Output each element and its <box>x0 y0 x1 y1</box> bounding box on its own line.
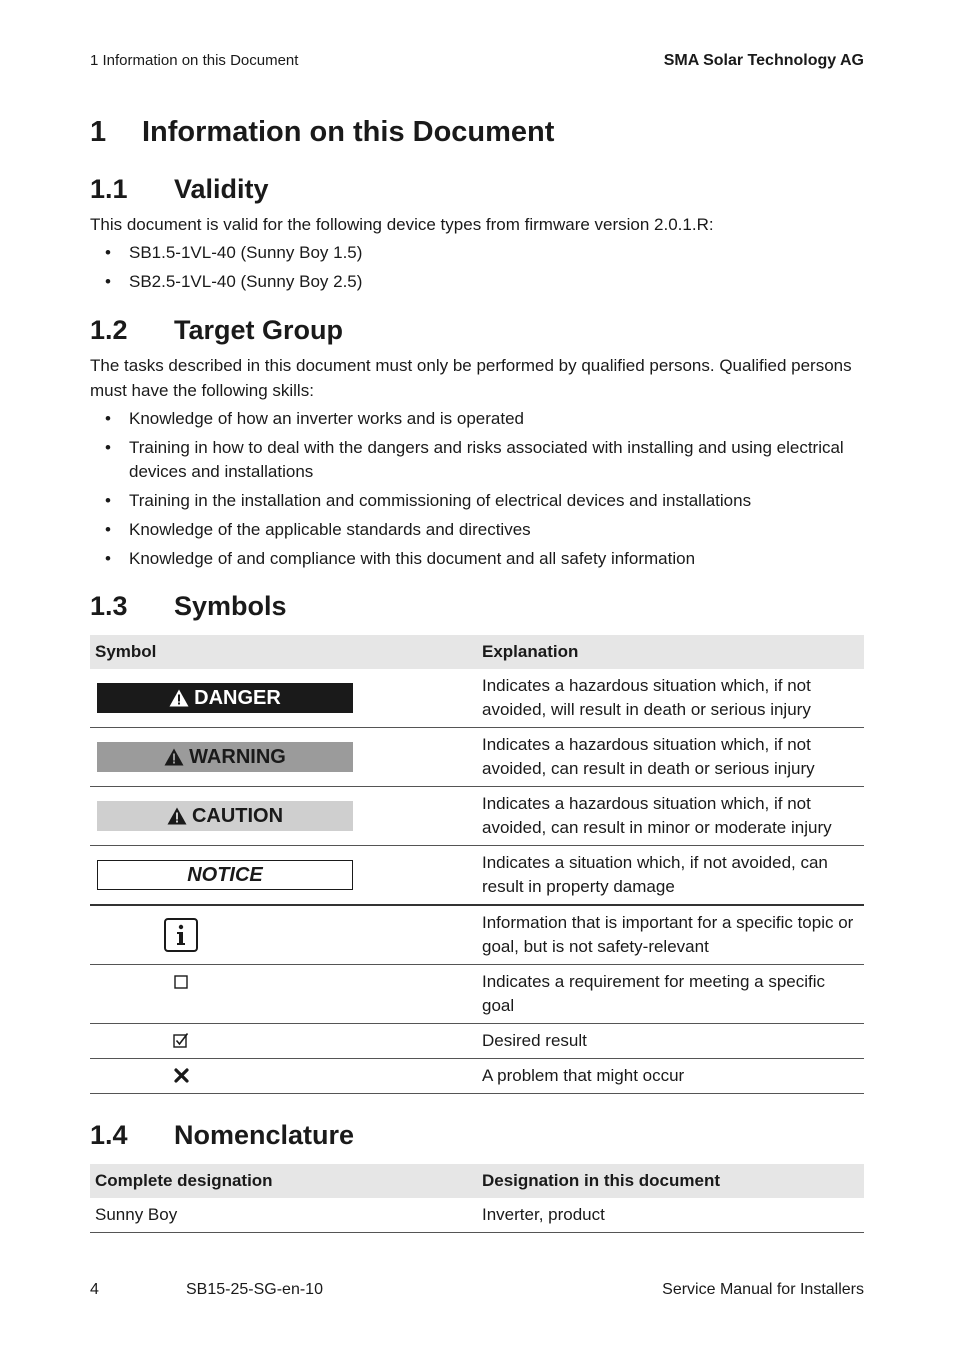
target-group-intro: The tasks described in this document must only be performed by qualified persons. Qualified persons must have the following skills: <box>90 356 852 400</box>
symbols-table <box>90 635 864 1094</box>
symbol-cell <box>90 846 477 906</box>
section-number: 1.1 <box>90 174 128 204</box>
section-number: 1.3 <box>90 591 128 621</box>
column-header-symbol: Symbol <box>90 635 477 669</box>
column-header-explanation: Explanation <box>477 635 864 669</box>
chapter-title: Information on this Document <box>142 116 555 148</box>
explanation-cell: Indicates a hazardous situation which, if not avoided, will result in death or serious injury <box>477 669 864 728</box>
list-item: • SB1.5-1VL-40 (Sunny Boy 1.5) <box>90 241 864 265</box>
table-row <box>90 1059 864 1094</box>
signal-word-label: WARNING <box>189 746 286 768</box>
explanation-cell: Indicates a requirement for meeting a specific goal <box>477 965 864 1024</box>
section-heading-nomenclature <box>90 1120 354 1151</box>
document-designation-cell: Inverter, product <box>477 1198 864 1233</box>
section-title: Symbols <box>174 591 287 621</box>
symbol-cell <box>90 669 477 728</box>
icon-wrapper <box>95 1068 267 1083</box>
chapter-number: 1 <box>90 116 107 148</box>
section-heading-symbols <box>90 591 287 622</box>
warning-triangle-icon <box>164 748 184 766</box>
info-icon <box>164 918 198 952</box>
symbol-cell <box>90 728 477 787</box>
cross-icon <box>174 1068 189 1083</box>
icon-wrapper <box>95 1032 267 1048</box>
table-row <box>90 905 864 965</box>
validity-intro: This document is valid for the following device types from firmware version 2.0.1.R: <box>90 215 714 234</box>
signal-word-label: CAUTION <box>191 805 284 827</box>
running-header-company: SMA Solar Technology AG <box>663 52 864 69</box>
list-item: • SB2.5-1VL-40 (Sunny Boy 2.5) <box>90 270 864 294</box>
warning-triangle-icon <box>167 807 187 825</box>
warning-triangle-icon <box>169 689 189 707</box>
section-title: Validity <box>174 174 269 204</box>
table-header-row <box>90 1164 864 1198</box>
explanation-cell: Indicates a hazardous situation which, if not avoided, can result in death or serious injury <box>477 728 864 787</box>
document-code: SB15-25-SG-en-10 <box>186 1281 323 1298</box>
checkbox-checked-icon <box>173 1032 189 1048</box>
section-heading-target-group <box>90 315 343 346</box>
checkbox-empty-icon <box>174 975 188 989</box>
explanation-cell: Information that is important for a specific topic or goal, but is not safety-relevant <box>477 905 864 965</box>
table-row <box>90 846 864 906</box>
signal-word-label: NOTICE <box>187 864 263 886</box>
nomenclature-table <box>90 1164 864 1233</box>
table-row <box>90 1198 864 1233</box>
running-header-chapter: 1 Information on this Document <box>90 52 299 69</box>
complete-designation-cell: Sunny Boy <box>90 1198 477 1233</box>
section-title: Nomenclature <box>174 1120 355 1150</box>
validity-device-list <box>90 241 864 299</box>
list-item: • Knowledge of the applicable standards and directives <box>90 518 864 542</box>
symbol-cell <box>90 787 477 846</box>
column-header-document-designation: Designation in this document <box>477 1164 864 1198</box>
table-row <box>90 965 864 1024</box>
section-number: 1.2 <box>90 315 128 345</box>
chapter-heading <box>90 116 554 149</box>
notice-signal-word <box>97 860 353 890</box>
section-number: 1.4 <box>90 1120 128 1150</box>
section-heading-validity <box>90 174 269 205</box>
list-item: • Knowledge of and compliance with this document and all safety information <box>90 547 864 571</box>
document-page <box>90 0 864 1354</box>
icon-wrapper <box>95 918 267 952</box>
table-header-row <box>90 635 864 669</box>
column-header-complete-designation: Complete designation <box>90 1164 477 1198</box>
symbol-cell <box>90 1024 477 1059</box>
warning-signal-word <box>97 742 353 772</box>
table-row <box>90 728 864 787</box>
caution-signal-word <box>97 801 353 831</box>
table-row <box>90 1024 864 1059</box>
document-title: Service Manual for Installers <box>662 1281 864 1298</box>
explanation-cell: Indicates a hazardous situation which, if not avoided, can result in minor or moderate injury <box>477 787 864 846</box>
icon-wrapper <box>95 975 267 989</box>
skills-list <box>90 407 864 576</box>
list-item: • Training in how to deal with the dangers and risks associated with installing and using electrical devices and installations <box>90 436 864 484</box>
explanation-cell: Indicates a situation which, if not avoided, can result in property damage <box>477 846 864 906</box>
symbol-cell <box>90 965 477 1024</box>
table-row <box>90 787 864 846</box>
symbol-cell <box>90 1059 477 1094</box>
signal-word-label: DANGER <box>194 687 281 709</box>
explanation-cell: A problem that might occur <box>477 1059 864 1094</box>
explanation-cell: Desired result <box>477 1024 864 1059</box>
symbol-cell <box>90 905 477 965</box>
list-item: • Training in the installation and commissioning of electrical devices and installations <box>90 489 864 513</box>
list-item: • Knowledge of how an inverter works and is operated <box>90 407 864 431</box>
danger-signal-word <box>97 683 353 713</box>
section-title: Target Group <box>174 315 344 345</box>
page-number: 4 <box>90 1281 99 1298</box>
table-row <box>90 669 864 728</box>
